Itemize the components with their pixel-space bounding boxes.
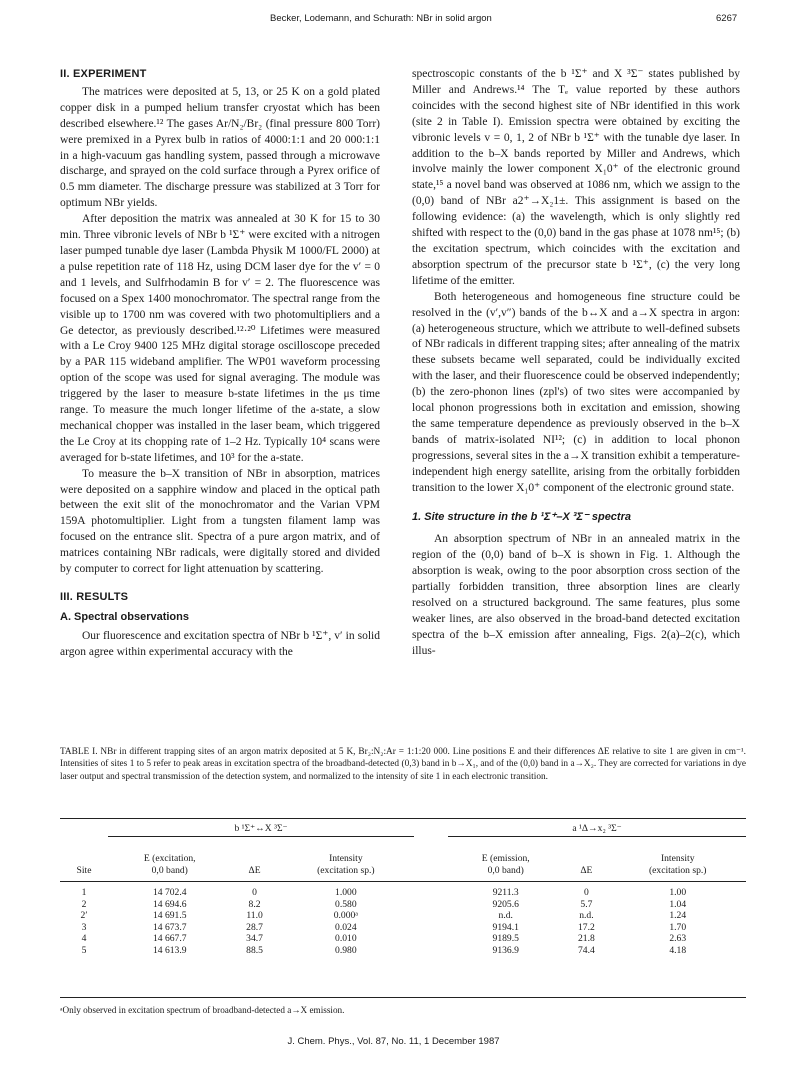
table-row: 4 14 667.7 34.7 0.010 9189.5 21.8 2.63 — [81, 933, 687, 945]
data-table — [60, 818, 746, 963]
paragraph: Both heterogeneous and homogeneous fine structure could be resolved in the (v′,v″) bands of the b↔X and a→X spectra in argon: (a) heterogeneous structure, which we attribute to well-defined subsets of NBr radicals in different trapping sites; after annealing of the matrix these subsets became well separated, could be individually excited with the laser, and their fluorescence could be observed independently; (b) the zero-phonon lines (zpl's) of two sites were accompanied by local phonon progressions both in excitation and emission, showing the same temperature dependence as previously observed in the b–X bands of matrix-isolated NI¹²; (c) in addition to local phonon progressions, several sites in the a→X transition exhibit a temperature-independent high energy satellite, arising from the orbitally forbidden transition to the lower X₁0⁺ component of the electronic ground state. — [412, 290, 740, 494]
col-header-delta-e: ΔE — [580, 865, 593, 876]
table-footnote: ᵃOnly observed in excitation spectrum of broadband-detected a→X emission. — [60, 1005, 345, 1015]
table-row: 3 14 673.7 28.7 0.024 9194.1 17.2 1.70 — [81, 921, 687, 933]
group-label-a-x: a ¹Δ→x₂ ³Σ⁻ — [448, 819, 746, 837]
right-column — [412, 67, 740, 660]
paragraph: The matrices were deposited at 5, 13, or 25 K on a gold plated copper disk in a pumped helium transfer cryostat which has been described elsewhere.¹² The gases Ar/N₂/Br₂ (final pressure 800 Torr) were premixed in a Pyrex bulb in ratios of 4000:1:1 and 20 000:1:1 in a high-vacuum gas handling system, passed through a microwave discharge, and sprayed on the cold surface through a Pyrex orifice of 0.5 mm diameter. The discharge pressure was stabilized at 3 Torr for optimum NBr yields. — [60, 85, 380, 210]
col-header-e-emission: E (emission, 0,0 band) — [481, 853, 530, 876]
col-header-intensity: Intensity (excitation sp.) — [317, 853, 375, 876]
subsection-heading-site-structure: 1. Site structure in the b ¹Σ⁺–X ³Σ⁻ spectra — [412, 511, 631, 524]
col-header-e-excitation: E (excitation, 0,0 band) — [143, 853, 196, 876]
paragraph: Our fluorescence and excitation spectra of NBr b ¹Σ⁺, v′ in solid argon agree within experimental accuracy with the — [60, 629, 380, 658]
table-group-header-row — [60, 819, 746, 837]
section-heading-experiment: II. EXPERIMENT — [60, 68, 147, 80]
paragraph: spectroscopic constants of the b ¹Σ⁺ and X ³Σ⁻ states published by Miller and Andrews.¹⁴ The Tₑ value reported by these authors coincides with the second highest site of NBr identified in this work (site 2 in Table I). Emission spectra were obtained by exciting the vibronic levels v = 0, 1, 2 of NBr b ¹Σ⁺ with the tunable dye laser. In addition to the b–X bands reported by Miller and Andrews, which involve mainly the lower component X₁0⁺ of the electronic ground state,¹⁵ a novel band was observed at 1086 nm, which we assign to the (0,0) band of NBr a2⁺→X₂1±. This assignment is based on the following evidence: (a) the wavelength, which is only slightly red shifted with respect to the (0,0) band in the gas phase at 1078 nm¹⁵; (b) the excitation spectrum, which coincides with the excitation and absorption spectrum of the precursor state b ¹Σ⁺, (c) the very long lifetime of the emitter. — [412, 68, 740, 287]
col-header-site: Site — [76, 865, 92, 876]
table-header-row — [60, 837, 746, 882]
col-header-intensity: Intensity (excitation sp.) — [648, 853, 707, 876]
running-title: Becker, Lodemann, and Schurath: NBr in solid argon — [270, 13, 492, 24]
paragraph: After deposition the matrix was annealed at 30 K for 15 to 30 min. Three vibronic levels of NBr b ¹Σ⁺ were excited with a nitrogen laser pumped tunable dye laser (Lambda Physik M 1000/FL 2000) at a pulse repetition rate of 118 Hz, using DCM laser dye for the v′ = 0 and 1 levels, and Sulfrhodamin B for v′ = 2. The fluorescence was focused on a Spex 1400 monochromator. The spectral range from the visible up to 1700 nm was covered with two photomultipliers and a Ge detector, as previously described.¹²·²⁰ Lifetimes were measured with a Le Croy 9400 125 MHz digital storage oscilloscope preceded by a PAR 115 wideband amplifier. The WP01 waveform processing option of the scope was used for signal averaging. The module was triggered by the laser to measure b-state lifetimes in the μs time range. To measure the much longer lifetime of the a-state, a slow mechanical chopper was installed in the laser beam, which triggered the Le Croy at its chopping rate of 1–2 Hz. Typically 10⁴ scans were averaged for b-state lifetimes, and 10³ for the a-state. — [60, 213, 380, 464]
table-caption: TABLE I. NBr in different trapping sites of an argon matrix deposited at 5 K, Br₂:N₂:Ar = 1:1:20 000. Line positions E and their differences ΔE relative to site 1 are given in cm⁻¹. Intensities of sites 1 to 5 refer to peak areas in excitation spectra of the broadband-detected (0,3) band in b→X₁, and of the (0,0) band in a→X₂. They are corrected for variations in dye laser output and spectral transmission of the detection system, and normalized to the intensity of site 1 in each electronic transition. — [60, 747, 746, 782]
table-bottom-rule — [60, 997, 746, 998]
table-row: 2 14 694.6 8.2 0.580 9205.6 5.7 1.04 — [81, 898, 687, 910]
left-column — [60, 67, 380, 661]
page-number: 6267 — [716, 13, 738, 24]
col-header-delta-e: ΔE — [248, 865, 261, 876]
table-body — [60, 882, 746, 963]
table-row: 2′ 14 691.5 11.0 0.000ᵃ n.d. n.d. 1.24 — [80, 910, 687, 922]
section-heading-results: III. RESULTS — [60, 591, 129, 603]
table-row: 1 14 702.4 0 1.000 9211.3 0 1.00 — [81, 887, 687, 898]
group-label-b-x: b ¹Σ⁺↔X ³Σ⁻ — [108, 819, 414, 837]
journal-footer: J. Chem. Phys., Vol. 87, No. 11, 1 December 1987 — [287, 1036, 500, 1047]
paragraph: An absorption spectrum of NBr in an annealed matrix in the region of the (0,0) band of b–X is shown in Fig. 1. Although the absorption is weak, owing to the poor absorption cross section of the partially forbidden transition, three absorption lines are clearly resolved on a structured background. The same features, plus some weaker lines, are also observed in the broad-band detected excitation spectra of the b–X emission after annealing, Figs. 2(a)–2(c), which illus- — [412, 533, 740, 657]
paragraph: To measure the b–X transition of NBr in absorption, matrices were deposited on a sapphire window and placed in the optical path between the exit slit of the monochromator and the Varian VPM 159A photomultiplier. Light from a tungsten filament lamp was focused on the entrance slit. Spectra of a pure argon matrix, and of matrices containing NBr radicals, were digitally stored and divided by computer to correct for light attenuation by scattering. — [60, 467, 380, 576]
table-row: 5 14 613.9 88.5 0.980 9136.9 74.4 4.18 — [81, 944, 687, 956]
subsection-heading-spectral: A. Spectral observations — [60, 610, 189, 623]
